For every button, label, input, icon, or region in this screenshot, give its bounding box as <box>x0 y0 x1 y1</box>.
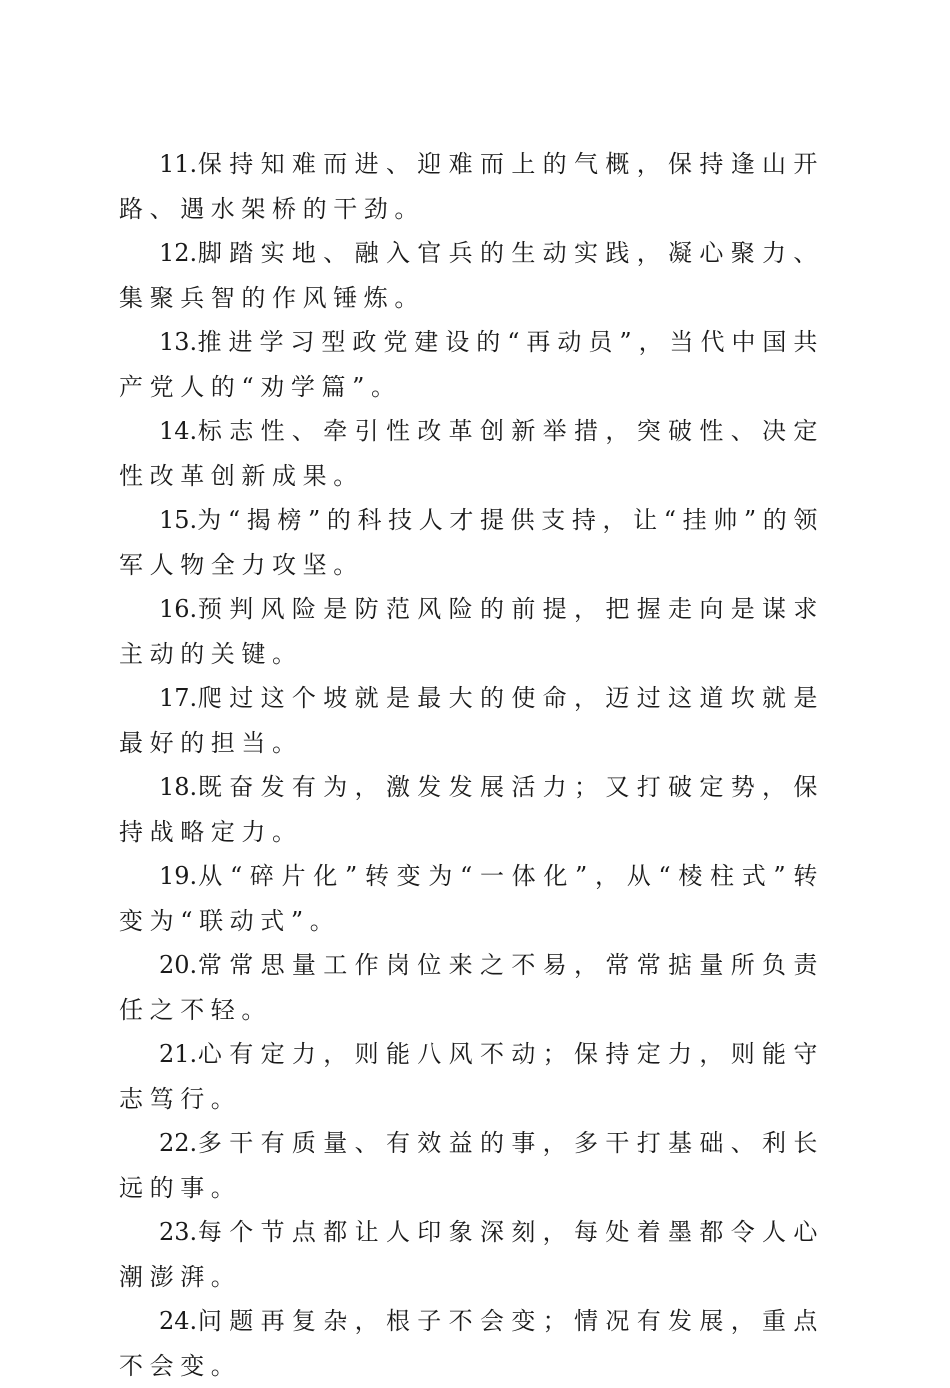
item-number: 13. <box>159 328 198 356</box>
item-number: 23. <box>159 1218 198 1246</box>
list-item <box>119 142 824 231</box>
item-text: 脚踏实地、融入官兵的生动实践，凝心聚力、集聚兵智的作风锤炼。 <box>119 239 824 312</box>
item-text: 常常思量工作岗位来之不易，常常掂量所负责任之不轻。 <box>119 951 824 1024</box>
item-number: 14. <box>159 417 198 445</box>
list-item <box>119 320 824 409</box>
list-item <box>119 1032 824 1121</box>
item-number: 11. <box>159 150 198 178</box>
item-text: 每个节点都让人印象深刻，每处着墨都令人心潮澎湃。 <box>119 1218 824 1291</box>
list-item <box>119 231 824 320</box>
item-number: 24. <box>159 1307 198 1335</box>
item-text: 既奋发有为，激发发展活力；又打破定势，保持战略定力。 <box>119 773 824 846</box>
item-number: 19. <box>159 862 198 890</box>
item-number: 17. <box>159 684 198 712</box>
item-text: 保持知难而进、迎难而上的气概，保持逢山开路、遇水架桥的干劲。 <box>119 150 824 223</box>
list-item <box>119 854 824 943</box>
item-number: 12. <box>159 239 198 267</box>
item-number: 20. <box>159 951 198 979</box>
item-text: 为“揭榜”的科技人才提供支持，让“挂帅”的领军人物全力攻坚。 <box>119 506 824 579</box>
list-item <box>119 1210 824 1299</box>
list-item <box>119 409 824 498</box>
document-page <box>119 142 824 1388</box>
item-text: 心有定力，则能八风不动；保持定力，则能守志笃行。 <box>119 1040 824 1113</box>
item-number: 18. <box>159 773 198 801</box>
list-item <box>119 1121 824 1210</box>
item-text: 推进学习型政党建设的“再动员”，当代中国共产党人的“劝学篇”。 <box>119 328 824 401</box>
item-text: 爬过这个坡就是最大的使命，迈过这道坎就是最好的担当。 <box>119 684 824 757</box>
list-item <box>119 676 824 765</box>
item-text: 标志性、牵引性改革创新举措，突破性、决定性改革创新成果。 <box>119 417 824 490</box>
item-text: 多干有质量、有效益的事，多干打基础、利长远的事。 <box>119 1129 824 1202</box>
item-number: 16. <box>159 595 198 623</box>
item-text: 预判风险是防范风险的前提，把握走向是谋求主动的关键。 <box>119 595 824 668</box>
item-text: 从“碎片化”转变为“一体化”，从“棱柱式”转变为“联动式”。 <box>119 862 824 935</box>
item-text: 问题再复杂，根子不会变；情况有发展，重点不会变。 <box>119 1307 824 1380</box>
item-number: 22. <box>159 1129 198 1157</box>
list-item <box>119 498 824 587</box>
item-number: 21. <box>159 1040 198 1068</box>
list-item <box>119 587 824 676</box>
list-item <box>119 765 824 854</box>
item-number: 15. <box>159 506 198 534</box>
list-item <box>119 943 824 1032</box>
